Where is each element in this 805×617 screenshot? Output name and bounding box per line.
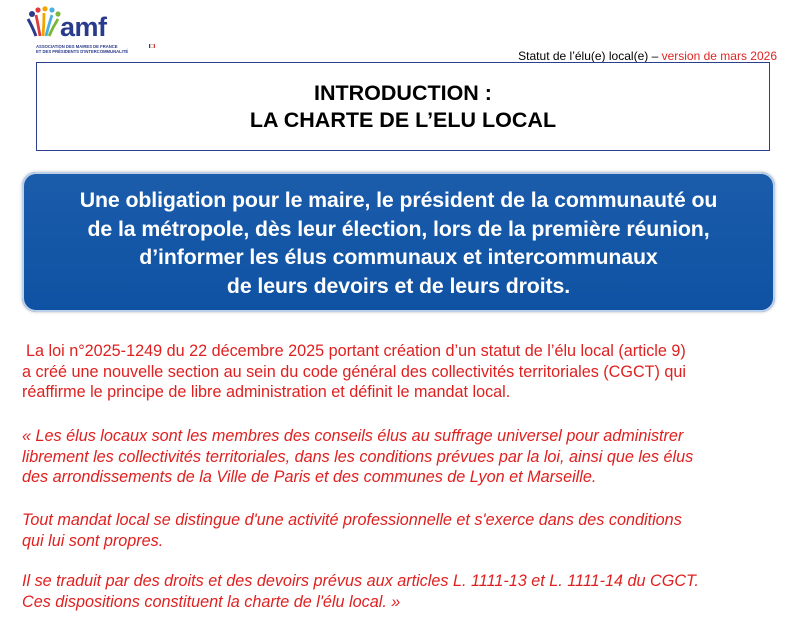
- logo-subtitle-line: ET DES PRÉSIDENTS D'INTERCOMMUNALITÉ: [36, 49, 129, 54]
- paragraph-line: Tout mandat local se distingue d'une activité professionnelle et s'exerce dans des conditions: [22, 511, 682, 529]
- logo-subtitle: [36, 44, 156, 54]
- paragraph-line: librement les collectivités territoriales, dans les conditions prévues par la loi, ainsi que les élus: [22, 447, 694, 466]
- document-label: Statut de l’élu(e) local(e) –: [518, 49, 659, 63]
- paragraph-line: La loi n°2025-1249 du 22 décembre 2025 portant création d’un statut de l’élu local (article 9): [26, 342, 686, 360]
- amf-logo: [22, 6, 147, 56]
- body-paragraph-quote-definition: [22, 426, 782, 488]
- paragraph-line: Ces dispositions constituent la charte de l'élu local. »: [22, 592, 401, 611]
- banner-line: Une obligation pour le maire, le président de la communauté ou: [79, 188, 718, 212]
- summary-banner: [22, 172, 775, 312]
- banner-line: de leurs devoirs et de leurs droits.: [226, 273, 571, 298]
- page-title-line: INTRODUCTION :: [314, 81, 492, 105]
- title-box: [36, 62, 770, 151]
- logo-wordmark: amf: [60, 12, 107, 42]
- french-flag-icon: [149, 44, 155, 48]
- page-title-line: LA CHARTE DE L’ELU LOCAL: [249, 108, 557, 132]
- paragraph-line: a créé une nouvelle section au sein du code général des collectivités territoriales (CGCT) qui: [22, 362, 687, 381]
- paragraph-line: « Les élus locaux sont les membres des conseils élus au suffrage universel pour administrer: [22, 427, 684, 445]
- body-paragraph-quote-mandate: [22, 510, 782, 551]
- logo-subtitle-line: ASSOCIATION DES MAIRES DE FRANCE: [36, 44, 118, 49]
- paragraph-line: des arrondissements de la Ville de Paris et des communes de Lyon et Marseille.: [22, 468, 597, 486]
- paragraph-line: qui lui sont propres.: [22, 531, 164, 550]
- paragraph-line: réaffirme le principe de libre administration et définit le mandat local.: [22, 383, 511, 401]
- banner-line: d’informer les élus communaux et intercommunaux: [139, 245, 658, 269]
- paragraph-line: Il se traduit par des droits et des devoirs prévus aux articles L. 1111-13 et L. 1111-14 du CGCT.: [22, 572, 699, 590]
- body-paragraph-quote-charter: [22, 571, 782, 612]
- banner-line: de la métropole, dès leur élection, lors de la première réunion,: [87, 216, 710, 241]
- body-paragraph-law: [22, 341, 782, 403]
- document-header: [518, 49, 777, 63]
- document-version: version de mars 2026: [661, 49, 777, 63]
